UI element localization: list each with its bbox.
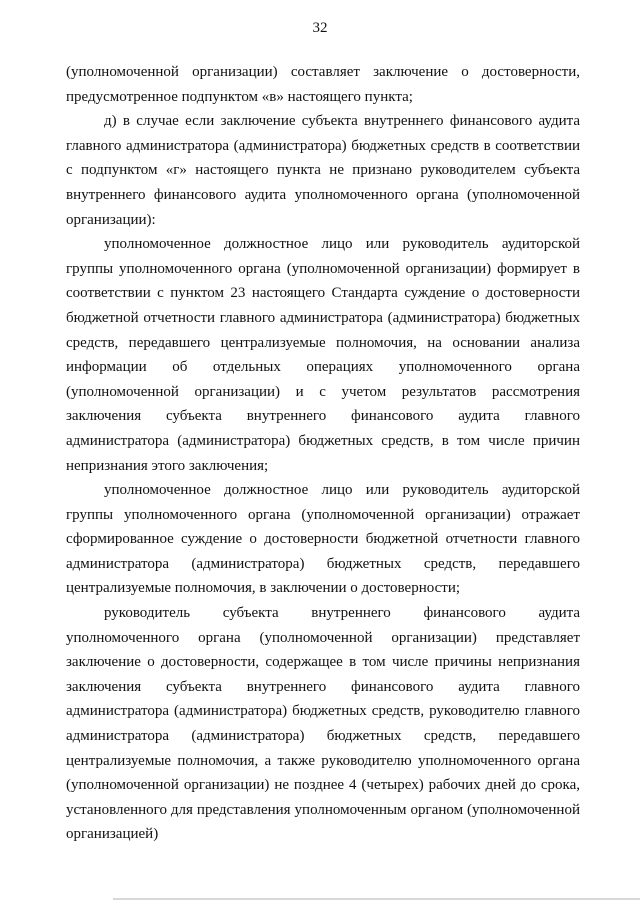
page-number: 32: [312, 20, 328, 36]
paragraph-reflects-judgment: уполномоченное должностное лицо или руководитель аудиторской группы уполномоченного органа (уполномоченной организации) отражает сформированное суждение о достоверности бюджетной отчетности главного администратора (администратора) бюджетных средств, передавшего централизуемые полномочия, в заключении о достоверности;: [66, 482, 580, 597]
paragraph-submits-conclusion: руководитель субъекта внутреннего финансового аудита уполномоченного органа (уполномоченной организации) представляет заключение о достоверности, содержащее в том числе причины непризнания заключения субъекта внутреннего финансового аудита главного администратора (администратора) бюджетных средств, руководителю главного администратора (администратора) бюджетных средств, передавшего централизуемые полномочия, а также руководителю уполномоченного органа (уполномоченной организации) не позднее 4 (четырех) рабочих дней до срока, установленного для представления уполномоченным органом (уполномоченной организацией): [66, 605, 580, 843]
paragraph-continuation: (уполномоченной организации) составляет заключение о достоверности, предусмотренное подпунктом «в» настоящего пункта;: [66, 64, 580, 105]
body-text: [66, 60, 580, 847]
scan-edge-divider: [113, 898, 640, 900]
paragraph-item-d: д) в случае если заключение субъекта внутреннего финансового аудита главного администратора (администратора) бюджетных средств в соответствии с подпунктом «г» настоящего пункта не признано руководителем субъекта внутреннего финансового аудита уполномоченного органа (уполномоченной организации):: [66, 113, 580, 228]
paragraph-forms-judgment: уполномоченное должностное лицо или руководитель аудиторской группы уполномоченного органа (уполномоченной организации) формирует в соответствии с пунктом 23 настоящего Стандарта суждение о достоверности бюджетной отчетности главного администратора (администратора) бюджетных средств, передавшего централизуемые полномочия, на основании анализа информации об отдельных операциях уполномоченного органа (уполномоченной организации) и с учетом результатов рассмотрения заключения субъекта внутреннего финансового аудита главного администратора (администратора) бюджетных средств, в том числе причин непризнания этого заключения;: [66, 236, 580, 474]
